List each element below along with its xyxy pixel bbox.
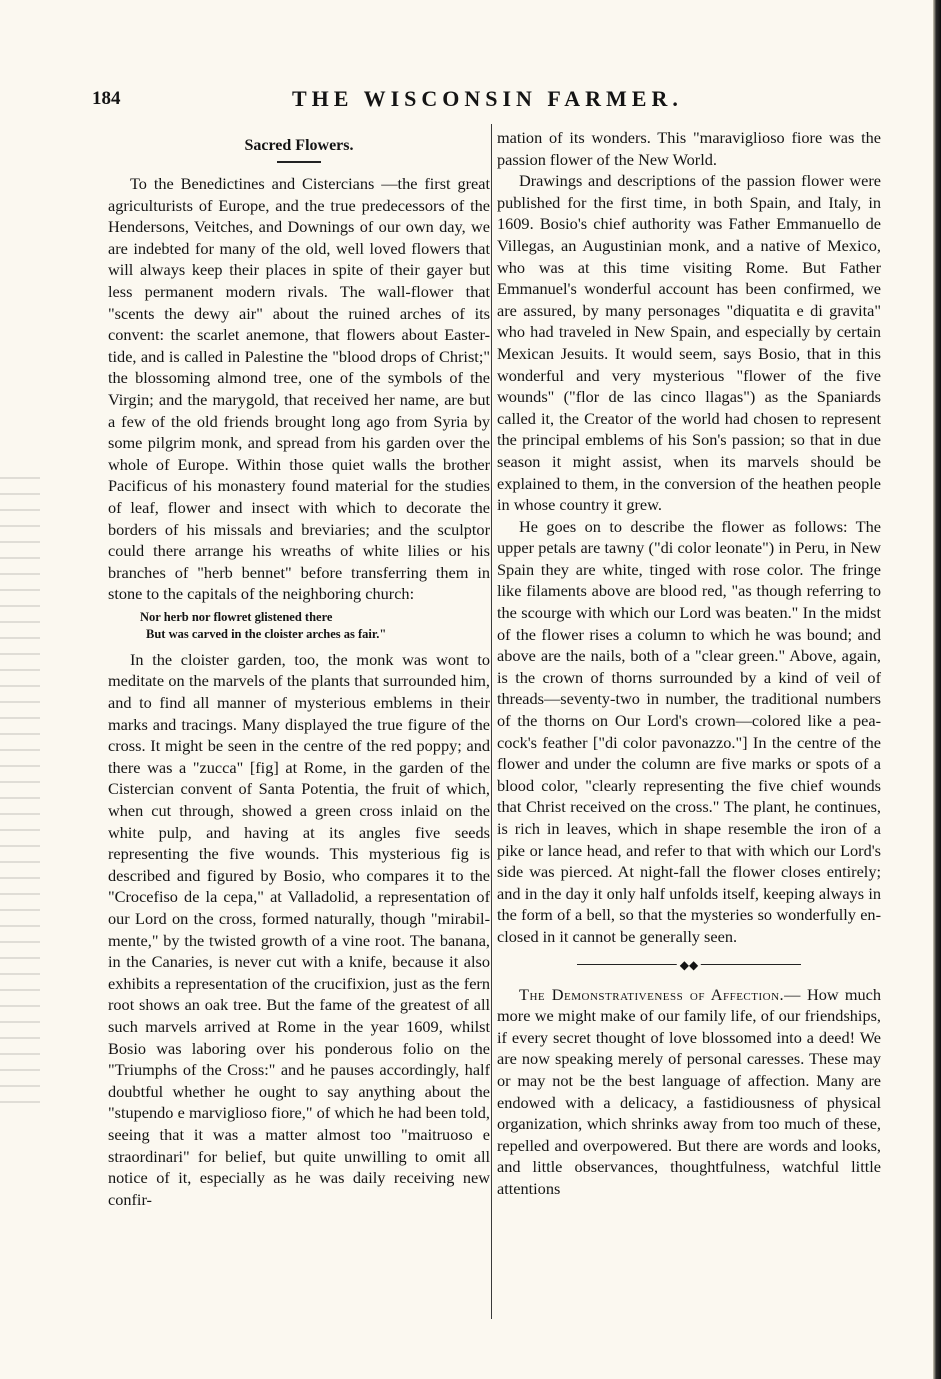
article-text: How much more we might make of our family life, of our friendships, if every secret thought of love blossomed into a deed! We are now speaking merely of personal caresses. These may or may not be the best language of affection. Many are endowed with a delicacy, a fastidiousness of physical organization, which shrinks away from too much of these, repelled and overpowered. But there are words and looks, and little observances, thoughtfulness, watchful little attentions (497, 984, 882, 1198)
article-heading: The Demonstrativeness of Affection.— (519, 984, 801, 1004)
paragraph: He goes on to describe the flower as follows: The upper petals are tawny ("di color leonate") in Peru, in New Spain they are white, tinged with rose color. The fringe like filaments above are blood red, "as though referring to the scourge with which our Lord was beaten." In the midst of the flower rises a column to which he was bound; and above are the nails, both of a "clear green." Above, again, is the crown of thorns surrounded by a kind of veil of threads—seventy-two in number, the traditional numbers of the thorns on Our Lord's crown—colored like a peacock's feather ["di color pavonazzo."] In the centre of the flower and under the column are five marks or spots of a blood color, "clearly representing the five chief wounds that Christ received on the cross." The plant, he continues, is rich in leaves, which in shape resemble the iron of a pike or lance head, and refer to that with which our Lord's side was pierced. At night-fall the flower closes entirely; and in the day it only half unfolds itself, keeping always in the form of a bell, so that the mysteries so wonderfully enclosed in it cannot be generally seen. (497, 516, 881, 946)
paragraph: In the cloister garden, too, the monk was wont to meditate on the marvels of the plants that surrounded him, and to find all manner of mysterious emblems in their marks and tracings. Many displayed the true figure of the cross. It might be seen in the centre of the red poppy; and there was a "zucca" [fig] at Rome, in the garden of the Cistercian convent of Santa Potentia, the fruit of which, when cut through, showed a green cross inlaid on the white pulp, and having at its angles five seeds representing the five wounds. This mysterious fig is described and figured by Bosio, who compares it to the "Crocefiso de la cepa," at Valladolid, a representation of our Lord on the cross, formed naturally, though "mirabilmente," by the twisted growth of a vine root. The banana, in the Canaries, is never cut with a knife, because it also exhibits a representation of the crucifixion, just as the fern root shows an oak tree. But the fame of the greatest of all such marvels arrived at Rome in the year 1609, whilst Bosio was laboring over his ponderous folio on the "Triumphs of the Cross:" and he pauses accordingly, half doubtful whether he ought to say anything about the "stupendo e marviglioso fiore," of which he had been told, seeing that it was a matter almost too "maitruoso e straordinari" for belief, but quite unwilling to omit all notice of it, especially as he was daily receiving new confir- (108, 649, 490, 1209)
diamond-ornament-icon: ◆◆ (677, 955, 701, 977)
column-divider (491, 124, 492, 1319)
left-column (108, 127, 490, 1210)
scan-margin-artifact (0, 470, 40, 1110)
page-number: 184 (92, 88, 121, 109)
poem-line: Nor herb nor flowret glistened there (140, 609, 333, 624)
paragraph: To the Benedictines and Cistercians —the first great agriculturists of Europe, and the true predecessors of the Hendersons, Veitches, and Downings of our own day, we are indebted for many of the old, well loved flowers that will always keep their places in spite of their gayer but less permanent modern rivals. The wall-flower that "scents the dewy air" about the ruined arches of its convent: the scarlet anemone, that flowers about Easter-tide, and is called in Palestine the "blood drops of Christ;" the blossoming almond tree, one of the symbols of the Virgin; and the marygold, that received her name, are but a few of the old friends brought long ago from Syria by some pilgrim monk, and spread from his garden over the whole of Europe. Within those quiet walls the brother Pacificus of his monastery found material for the studies of leaf, flower and insect with which to decorate the borders of his missals and breviaries; and the sculptor could there arrange his wreaths of white lilies or his branches of "herb bennet" before transferring them in stone to the capitals of the neighboring church: (108, 174, 490, 604)
paragraph: Drawings and descriptions of the passion flower were published for the first time, in both Spain, and Italy, in 1609. Bosio's chief authority was Father Emmanuello de Villegas, an Augustinian monk, and a native of Mexico, who was at this time visiting Rome. But Father Emmanuel's wonderful account has been confirmed, we are assured, by many personages "diquatita e di gravita" who had traveled in New Spain, and especially by certain Mexican Jesuits. It would seem, says Bosio, that in this wonderful and very mysterious "flower of the five wounds" ("flor de las cinco llagas") as the Spaniards called it, the Creator of the world had chosen to represent the principal emblems of his Son's passion; so that in due season it might assist, when its marvels should be explained to them, in the conversion of the heathen people in whose country it grew. (497, 171, 881, 515)
poem-quote (140, 609, 490, 643)
section-ornament (497, 954, 881, 976)
running-title: THE WISCONSIN FARMER. (292, 86, 683, 111)
page-header (0, 88, 941, 118)
section-title: Sacred Flowers. (244, 137, 354, 154)
article-paragraph (497, 984, 881, 1200)
paragraph: mation of its wonders. This "maraviglioso fiore was the passion flower of the New World. (497, 128, 881, 169)
page-edge-shadow (933, 0, 941, 1379)
poem-line: But was carved in the cloister arches as fair." (146, 626, 387, 641)
right-column (497, 127, 881, 1200)
title-rule (277, 161, 321, 163)
